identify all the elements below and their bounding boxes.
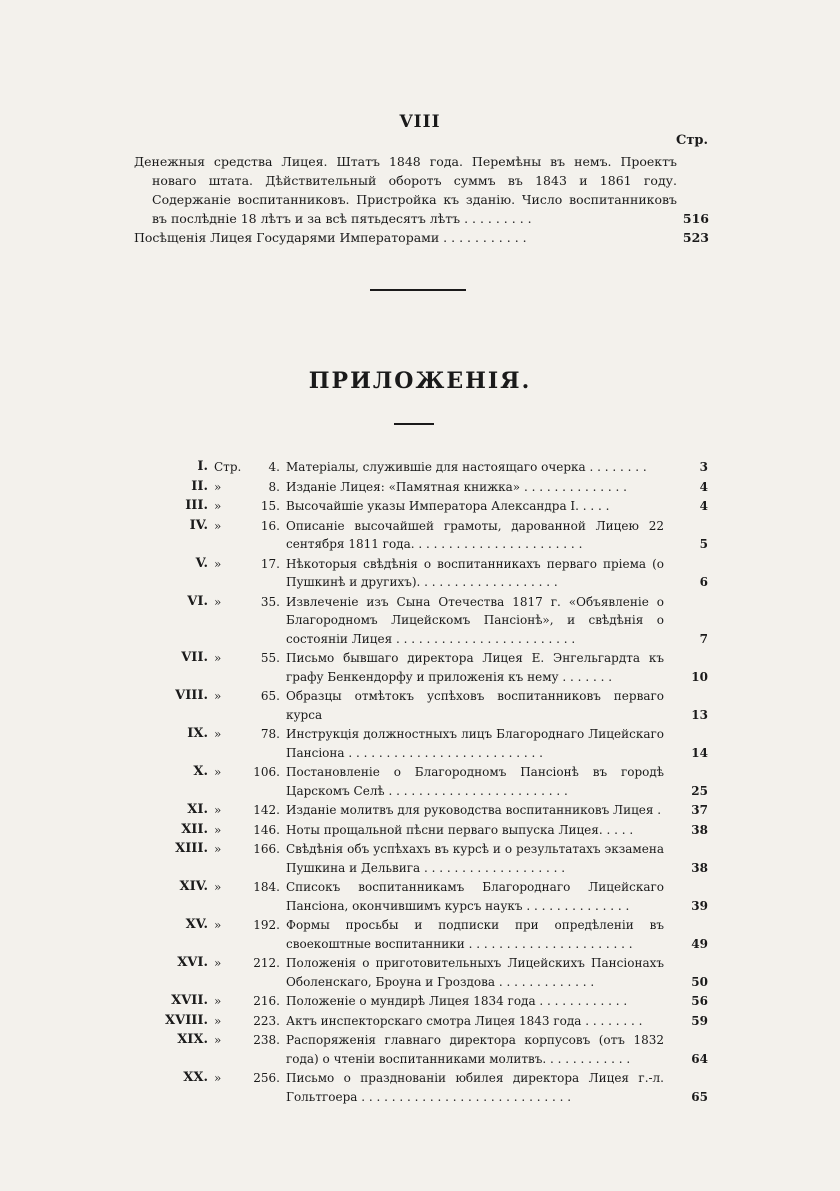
appendix-number: XVIII. <box>165 1012 208 1028</box>
appendix-number: VIII. <box>175 688 208 703</box>
appendix-description: Актъ инспекторскаго смотра Лицея 1843 года . . . . . . . . <box>286 1013 643 1028</box>
appendix-number: VI. <box>187 593 208 609</box>
appendix-source-page: 146. <box>253 822 280 837</box>
appendix-page: 65 <box>691 1089 708 1104</box>
appendix-description: Распоряженія главнаго директора корпусовъ (отъ 1832 года) о чтеніи воспитанниками молитвъ. . . . . . . . . . . . <box>286 1033 664 1066</box>
appendix-page: 50 <box>691 974 708 989</box>
appendix-page: 4 <box>699 479 708 494</box>
appendix-str-marker: » <box>214 918 222 932</box>
appendix-source-page: 212. <box>253 956 280 970</box>
appendix-number: X. <box>193 764 208 779</box>
appendix-description: Описаніе высочайшей грамоты, дарованной Лицею 22 сентября 1811 года. . . . . . . . . . . . . . . . . . . . . . . <box>286 518 664 551</box>
appendix-page: 6 <box>699 575 708 589</box>
appendix-description: Письмо бывшаго директора Лицея Е. Энгельгардта къ графу Бенкендорфу и приложенія къ нему . . . . . . . <box>286 651 664 684</box>
appendix-str-marker: » <box>214 880 222 894</box>
appendix-row <box>148 992 708 1011</box>
appendix-str-marker: » <box>214 842 222 856</box>
appendix-description: Нѣкоторыя свѣдѣнія о воспитанникахъ перваго пріема (о Пушкинѣ и другихъ). . . . . . . . . . . . . . . . . . . <box>286 556 664 589</box>
appendix-source-page: 16. <box>260 518 280 533</box>
appendix-page: 13 <box>691 707 708 722</box>
appendix-number: II. <box>191 478 208 494</box>
appendix-str-marker: » <box>214 956 222 970</box>
title-underline <box>394 423 434 425</box>
appendix-row <box>148 458 708 477</box>
appendix-str-marker: » <box>214 803 222 817</box>
section-divider <box>370 289 466 291</box>
appendix-str-marker: » <box>214 727 222 741</box>
page-column-label: Стр. <box>676 133 709 148</box>
appendix-description: Изданіе Лицея: «Памятная книжка» . . . . . . . . . . . . . . <box>286 479 627 494</box>
appendix-page: 25 <box>691 783 708 798</box>
appendix-page: 38 <box>691 822 708 837</box>
appendix-description: Списокъ воспитанникамъ Благороднаго Лицейскаго Пансіона, окончившимъ курсъ наукъ . . . . . . . . . . . . . . <box>286 880 664 913</box>
prelude-entry-text: Посѣщенія Лицея Государями Императорами . . . . . . . . . . . <box>134 230 527 245</box>
appendix-str-marker: » <box>214 822 222 837</box>
appendix-str-marker: » <box>214 479 222 494</box>
prelude-entry <box>134 152 709 228</box>
appendix-number: IV. <box>189 517 208 533</box>
appendix-str-marker: » <box>214 1013 222 1028</box>
appendix-str-marker: » <box>214 651 222 665</box>
appendix-row <box>148 916 708 953</box>
appendix-source-page: 142. <box>253 803 280 817</box>
appendices-list <box>148 458 708 1107</box>
appendix-page: 14 <box>691 745 708 760</box>
appendix-row <box>148 497 708 516</box>
appendix-row <box>148 801 708 820</box>
appendix-row <box>148 1069 708 1106</box>
appendix-description: Положенія о приготовительныхъ Лицейскихъ Пансіонахъ Оболенскаго, Броуна и Гроздова . . . . . . . . . . . . . <box>286 956 664 989</box>
appendix-description: Инструкція должностныхъ лицъ Благороднаго Лицейскаго Пансіона . . . . . . . . . . . . . . . . . . . . . . . . . . <box>286 727 664 760</box>
appendix-source-page: 65. <box>260 689 280 703</box>
appendix-source-page: 15. <box>260 499 280 513</box>
appendix-source-page: 238. <box>253 1033 280 1047</box>
appendix-source-page: 106. <box>253 765 280 779</box>
appendix-number: III. <box>185 498 208 513</box>
appendix-row <box>148 725 708 762</box>
appendix-row <box>148 763 708 800</box>
page-number: VIII <box>399 112 441 132</box>
appendix-page: 7 <box>699 631 708 646</box>
appendix-description: Ноты прощальной пѣсни перваго выпуска Лицея. . . . . <box>286 822 634 837</box>
prelude-entry <box>134 228 709 247</box>
appendix-number: VII. <box>181 650 208 665</box>
appendix-number: XII. <box>181 821 208 837</box>
appendix-description: Изданіе молитвъ для руководства воспитанниковъ Лицея . <box>286 803 662 817</box>
appendix-number: XV. <box>185 917 208 932</box>
appendix-row <box>148 1031 708 1068</box>
appendix-str-marker: » <box>214 689 222 703</box>
appendix-number: XVI. <box>177 955 208 970</box>
appendix-number: I. <box>197 459 208 474</box>
appendix-number: XX. <box>183 1070 208 1085</box>
appendix-number: XVII. <box>171 993 208 1008</box>
appendix-row <box>148 517 708 554</box>
appendix-source-page: 35. <box>260 594 280 609</box>
appendix-page: 59 <box>691 1013 708 1028</box>
prelude-entry-page: 516 <box>682 211 709 226</box>
appendix-source-page: 166. <box>253 842 280 856</box>
appendix-number: XIII. <box>175 841 208 856</box>
appendix-page: 64 <box>691 1051 708 1066</box>
appendix-description: Свѣдѣнія объ успѣхахъ въ курсѣ и о результатахъ экзамена Пушкина и Дельвига . . . . . . . . . . . . . . . . . . . <box>286 842 664 875</box>
appendix-page: 10 <box>691 669 708 684</box>
appendix-source-page: 192. <box>253 918 280 932</box>
appendix-page: 38 <box>691 860 708 875</box>
appendix-row <box>148 821 708 840</box>
appendix-str-marker: » <box>214 518 222 533</box>
appendix-description: Образцы отмѣтокъ успѣховъ воспитанниковъ перваго курса <box>286 689 664 722</box>
appendix-source-page: 223. <box>253 1013 280 1028</box>
appendix-page: 5 <box>699 537 708 551</box>
appendix-page: 49 <box>691 936 708 951</box>
appendices-title: ПРИЛОЖЕНІЯ. <box>308 368 532 394</box>
appendix-number: XIX. <box>177 1032 208 1047</box>
appendix-row <box>148 878 708 915</box>
appendix-description: Матеріалы, служившіе для настоящаго очерка . . . . . . . . <box>286 460 647 474</box>
appendix-number: XIV. <box>179 879 208 894</box>
appendix-source-page: 216. <box>253 994 280 1008</box>
appendix-description: Извлеченіе изъ Сына Отечества 1817 г. «Объявленіе о Благородномъ Лицейскомъ Пансіонѣ», и свѣдѣнія о состояніи Лицея . . . . . . . . . . . . . . . . . . . . . . . . <box>286 594 664 646</box>
appendix-page: 3 <box>699 460 708 474</box>
appendix-row <box>148 687 708 724</box>
appendix-page: 37 <box>691 803 708 817</box>
appendix-str-marker: » <box>214 594 222 609</box>
appendix-page: 56 <box>691 994 708 1008</box>
prelude-entry-page: 523 <box>682 230 709 245</box>
appendix-source-page: 256. <box>253 1071 280 1085</box>
appendix-source-page: 17. <box>260 556 280 571</box>
appendix-row <box>148 954 708 991</box>
appendix-row <box>148 649 708 686</box>
appendix-description: Письмо о празднованіи юбилея директора Лицея г.-л. Гольтгоера . . . . . . . . . . . . . . . . . . . . . . . . . . . . <box>286 1071 664 1104</box>
appendix-str-marker: » <box>214 1071 222 1085</box>
appendix-str-marker: » <box>214 765 222 779</box>
appendix-source-page: 55. <box>260 651 280 665</box>
appendix-source-page: 78. <box>260 727 280 741</box>
appendix-str-marker: » <box>214 556 222 571</box>
prelude-entry-text: Денежныя средства Лицея. Штатъ 1848 года. Перемѣны въ немъ. Проектъ новаго штата. Дѣйствительный оборотъ суммъ въ 1843 и 1861 году. Содержаніе воспитанниковъ. Пристройка къ зданію. Число воспитанниковъ въ послѣдніе 18 лѣтъ и за всѣ пятьдесятъ лѣтъ . . . . . . . . . <box>134 154 677 226</box>
appendix-str-marker: » <box>214 1033 222 1047</box>
appendix-description: Положеніе о мундирѣ Лицея 1834 года . . . . . . . . . . . . <box>286 994 628 1008</box>
appendix-row <box>148 1012 708 1031</box>
appendix-number: V. <box>195 555 208 571</box>
appendix-str-marker: » <box>214 994 222 1008</box>
appendix-row <box>148 555 708 592</box>
appendix-description: Высочайшіе указы Императора Александра I. . . . . <box>286 499 610 513</box>
prelude-entries <box>134 152 709 247</box>
appendix-description: Формы просьбы и подписки при опредѣленіи въ своекоштные воспитанники . . . . . . . . . . . . . . . . . . . . . . <box>286 918 664 951</box>
appendix-row <box>148 593 708 649</box>
appendix-page: 4 <box>699 499 708 513</box>
appendix-page: 39 <box>691 898 708 913</box>
appendix-source-page: 184. <box>253 880 280 894</box>
appendix-source-page: 4. <box>268 460 280 474</box>
appendix-str-marker: » <box>214 499 222 513</box>
appendix-row <box>148 478 708 497</box>
appendix-row <box>148 840 708 877</box>
appendix-description: Постановленіе о Благородномъ Пансіонѣ въ городѣ Царскомъ Селѣ . . . . . . . . . . . . . . . . . . . . . . . . <box>286 765 664 798</box>
appendix-source-page: 8. <box>268 479 280 494</box>
appendix-number: IX. <box>187 726 208 741</box>
appendix-number: XI. <box>187 802 208 817</box>
appendix-str-marker: Стр. <box>214 460 242 474</box>
